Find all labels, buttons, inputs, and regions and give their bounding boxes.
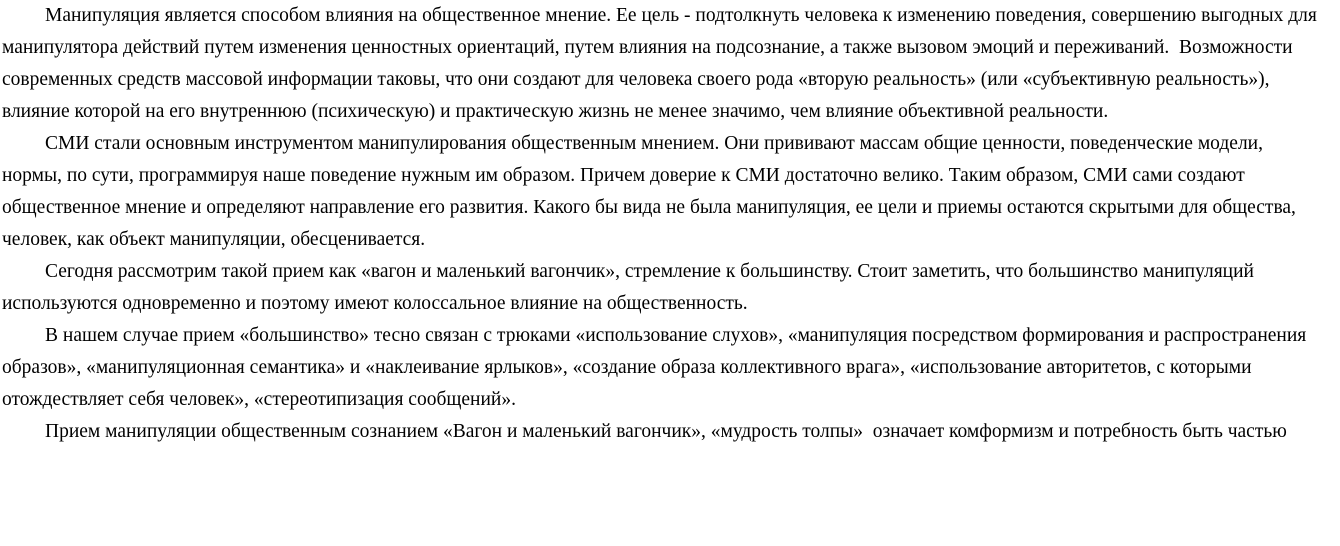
text-line: В нашем случае прием «большинство» тесно связан с трюками «использование слухов», «манипуляция посредством формирования и распространения	[45, 325, 1307, 346]
text-line: общественное мнение и определяют направление его развития. Какого бы вида не была манипуляция, ее цели и приемы остаются скрытыми для общества,	[2, 197, 1296, 218]
text-line: Сегодня рассмотрим такой прием как «вагон и маленький вагончик», стремление к большинству. Стоит заметить, что большинство манипуляций	[45, 261, 1254, 282]
paragraph	[2, 256, 1340, 320]
paragraph	[2, 320, 1340, 416]
paragraph	[2, 0, 1340, 128]
text-line: используются одновременно и поэтому имеют колоссальное влияние на общественность.	[2, 293, 748, 314]
text-line: нормы, по сути, программируя наше поведение нужным им образом. Причем доверие к СМИ достаточно велико. Таким образом, СМИ сами создают	[2, 165, 1245, 186]
text-line: Прием манипуляции общественным сознанием «Вагон и маленький вагончик», «мудрость толпы» означает комформизм и потребность быть частью	[45, 421, 1287, 442]
text-line: влияние которой на его внутреннюю (психическую) и практическую жизнь не менее значимо, чем влияние объективной реальности.	[2, 101, 1109, 122]
text-line: современных средств массовой информации таковы, что они создают для человека своего рода «вторую реальность» (или «субъективную реальность»),	[2, 69, 1270, 90]
text-line: образов», «манипуляционная семантика» и «наклеивание ярлыков», «создание образа коллективного врага», «использование авторитетов, с которыми	[2, 357, 1252, 378]
text-line: Манипуляция является способом влияния на общественное мнение. Ее цель - подтолкнуть человека к изменению поведения, совершению выгодных для	[45, 5, 1317, 26]
text-line: манипулятора действий путем изменения ценностных ориентаций, путем влияния на подсознание, а также вызовом эмоций и переживаний. Возможности	[2, 37, 1293, 58]
text-line: отождествляет себя человек», «стереотипизация сообщений».	[2, 389, 516, 410]
paragraph	[2, 416, 1340, 448]
text-line: СМИ стали основным инструментом манипулирования общественным мнением. Они прививают массам общие ценности, поведенческие модели,	[45, 133, 1263, 154]
paragraph	[2, 128, 1340, 256]
text-line: человек, как объект манипуляции, обесценивается.	[2, 229, 426, 250]
